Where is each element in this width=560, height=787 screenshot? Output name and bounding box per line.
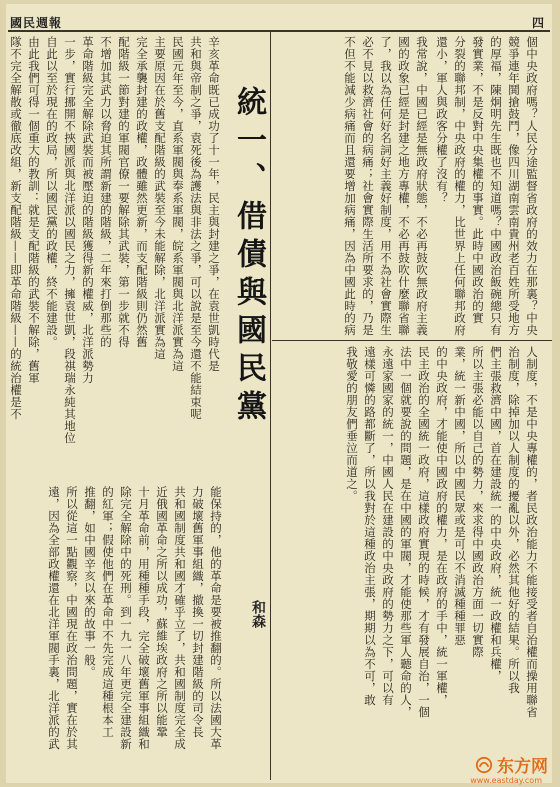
watermark <box>475 752 548 777</box>
text-column: 完全承襲封建的政權，政體雖然更新，而支配階級則仍然舊 <box>135 36 149 348</box>
text-column: 我敬愛的朋友們垂泣而道之。 <box>345 346 359 502</box>
text-column: 十月革命前，用種種手段，完全破壞舊軍事組織和 <box>137 486 151 750</box>
text-column: 的中央政府，才能使中國政府的權力，是在政府的手中，統一軍權， <box>435 346 449 706</box>
article-author: 和森 <box>250 600 266 628</box>
text-column: 共和與帝制之爭，袁死後為護法與非法之爭，可以說是至今還不能結束呢 <box>189 36 203 420</box>
text-column: 隊不完全解散或徹底改組，新支配階級——即革命階級——的統治權是不 <box>9 36 23 420</box>
text-column: 辛亥革命既已成功了十一年，民主與封建之爭，在袁世凱時代是 <box>207 36 221 372</box>
watermark-brand: 东方网 <box>497 757 548 777</box>
text-column: 國的政象已經是封建之地方專權，不必再鼓吹什麼聯省聯 <box>397 36 411 336</box>
text-column: 民國元年至今，直系軍閥與奉系軍閥，皖系軍閥與北洋派實為這 <box>171 36 185 372</box>
text-column: 推翻，如中國辛亥以來的故事一般。 <box>83 486 97 678</box>
header-rule <box>8 30 550 32</box>
text-column: 革命階級完全解除武裝而被壓迫的階級獲得新的權威，北洋派勢力 <box>81 36 95 384</box>
column-divider <box>270 30 271 780</box>
center-horizontal-rule <box>272 340 552 341</box>
text-column: 分裂的聯邦制，中央政府的權力，比世界上任何聯邦政府 <box>453 36 467 336</box>
text-column: 自此以至於現在的政局，所以國民黨的政權，終不能建設。 <box>45 36 59 348</box>
text-column: 配階級一節對建的軍閥官僚一要解除其武裝，第一步就不得 <box>117 36 131 348</box>
text-column: 必不見以救濟社會的病痛；社會實際生活所要求的，乃是 <box>361 36 375 336</box>
text-column: 近俄國革命之所以成功，蘇維埃政府之所以能鞏 <box>155 486 169 738</box>
page-number: 四 <box>531 16 544 30</box>
text-column: 永遠家國家的統一，中國人民在建設的中央政府的勢力之下，可以有 <box>381 346 395 706</box>
text-column: 民主政治的全國統一政府，這樣政府實現的時候，才有發展自治，一個 <box>417 346 431 718</box>
eastday-logo-icon <box>475 756 493 774</box>
publication-header: 國民週報 <box>10 16 63 30</box>
watermark-url: www.eastday.com <box>470 776 542 785</box>
text-column: 發實業，不是反對中央集權的事實。此時中國政治的實 <box>471 36 485 324</box>
text-column: 的紅軍；假使他們在革命中不先完成這種根本工 <box>101 486 115 738</box>
text-column: 除完全解除中的死刑。到一九一八年更完全建設新 <box>119 486 133 750</box>
text-column: 競爭連年鬨搶鼓鬥，像四川湖南雲南貴州老百姓所受地方 <box>507 36 521 336</box>
text-column: 由此我們可得一個重大的教訓：就是支配階級的武裝不解除，舊軍 <box>27 36 41 384</box>
text-column: 的厚福，陳炯明先生既也不知道嗎？中國政治飯碗總只有 <box>489 36 503 336</box>
text-column: 還小，軍人與政客分權了沒有？ <box>435 36 449 204</box>
text-column: 所以主張必能以自己的勢力，來求得中國政治方面一切實際 <box>471 346 485 658</box>
text-column: 不但不能減少病痛而且還要增加病痛，因為中國此時的病 <box>343 36 357 336</box>
text-column: 遠樣可憐的路都斷了，所以我對於這種政治主張，期期以為不可，敢 <box>363 346 377 706</box>
text-column: 治制度，除掉加以人制度的擾亂以外，必然其他好的結果。所以我 <box>507 346 521 694</box>
text-column: 業，統一新中國，所以中國民眾或是可以不消滅種種罪惡 <box>453 346 467 646</box>
text-column: 一步，實行挪開不挾國派與北洋派以國民之力，擁袁世凱，段祺瑞永純其地位 <box>63 36 77 444</box>
text-column: 力破壞舊軍事組織，撤換一切封建階級的司令長 <box>191 486 205 738</box>
text-column: 不增加其武力以脅迫其所謂新建的階級，二年來打倒那些的 <box>99 36 113 348</box>
text-column: 共和國制度共和國才確乎立了，共和國制度完全成 <box>173 486 187 750</box>
text-column: 人制度，不是中央專權的，者民政治能力不能接受者自治權而操用聯省 <box>525 346 539 718</box>
text-column: 我常說，中國已經是無政府狀態，不必再鼓吹無政府主義 <box>415 36 429 336</box>
text-column: 個中央政府嗎？人民分途監督省政府的效力在那裏？中央 <box>525 36 539 336</box>
text-column: 遠，因為全部政權還在北洋軍閥手裏，北洋派的武 <box>47 486 61 750</box>
text-column: 們主張救濟中國，首在建設統一的中央政府，統一政權和兵權， <box>489 346 503 682</box>
text-column: 了，我以為任何好名詞好主義好制度，用不為社會實際生 <box>379 36 393 336</box>
text-column: 法中一個就要說的問題，是在中國的軍閥，才能使那些軍人聽命的人， <box>399 346 413 718</box>
text-column: 所以從這一點觀察，中國現在政治問題，實在於其 <box>65 486 79 750</box>
text-column: 能保持的，他的革命是要被推翻的。所以法國大革 <box>209 486 223 750</box>
article-title: 統一、借債與國民黨 <box>231 86 266 428</box>
text-column: 主要原因在於舊支配階級的武裝至今未能解除，北洋派實為這 <box>153 36 167 360</box>
